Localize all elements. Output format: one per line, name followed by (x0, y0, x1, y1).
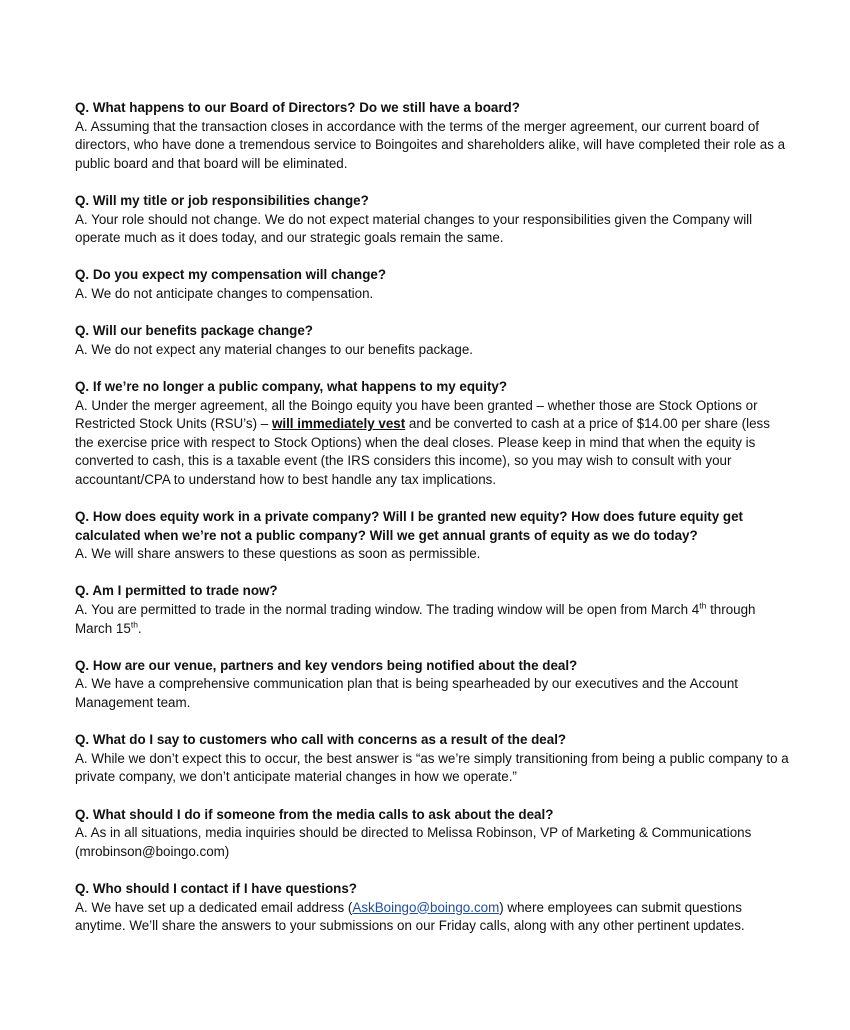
faq-question: Q. What should I do if someone from the media calls to ask about the deal? (75, 806, 554, 822)
faq-answer: A. Assuming that the transaction closes in accordance with the terms of the merger agreement, our current board of directors, who have done a tremendous service to Boingoites and shareholders alike, will have completed their role as a public board and that board will be eliminated. (75, 118, 786, 171)
faq-item-media (75, 806, 790, 862)
ordinal-suffix: th (699, 600, 707, 611)
faq-answer: A. We will share answers to these questions as soon as permissible. (75, 546, 481, 562)
faq-item-compensation (75, 266, 790, 303)
faq-question: Q. What happens to our Board of Directors? Do we still have a board? (75, 100, 520, 115)
answer-text: A. You are permitted to trade in the normal trading window. The trading window will be open from March 4 (75, 602, 700, 618)
faq-answer: A. While we don’t expect this to occur, the best answer is “as we’re simply transitioning from being a public company to a private company, we don’t anticipate material changes in how we operate.” (75, 750, 789, 785)
answer-text: A. Under the merger agreement, all the Boingo equity you have been granted – whether those are Stock Options or Restricted Stock Units (RSU’s) – (75, 397, 758, 432)
faq-question: Q. Who should I contact if I have questions? (75, 880, 357, 896)
faq-question: Q. Will my title or job responsibilities change? (75, 192, 369, 208)
faq-item-board (75, 99, 790, 173)
faq-answer: A. As in all situations, media inquiries should be directed to Melissa Robinson, VP of Marketing & Communications (mrobinson@boingo.com) (75, 825, 752, 859)
faq-question: Q. Am I permitted to trade now? (75, 583, 278, 599)
faq-question: Q. Do you expect my compensation will change? (75, 267, 387, 283)
faq-answer: A. We do not anticipate changes to compensation. (75, 285, 374, 301)
faq-answer (75, 899, 790, 936)
email-link[interactable]: AskBoingo@boingo.com (352, 899, 500, 915)
faq-question: Q. If we’re no longer a public company, what happens to my equity? (75, 378, 508, 394)
faq-item-trade (75, 582, 790, 638)
faq-item-customers (75, 731, 790, 787)
answer-text: A. We have set up a dedicated email address ( (75, 899, 353, 915)
faq-item-contact (75, 880, 790, 936)
faq-item-private-equity (75, 508, 790, 564)
answer-text: through March 15 (75, 602, 756, 636)
ordinal-suffix: th (130, 619, 138, 630)
faq-answer: A. We have a comprehensive communication plan that is being spearheaded by our executives and the Account Management team. (75, 676, 738, 710)
faq-item-equity (75, 378, 790, 490)
answer-text: . (137, 620, 142, 636)
faq-document (75, 99, 790, 954)
answer-text: and be converted to cash at a price of $14.00 per share (less the exercise price with respect to Stock Options) when the deal closes. Please keep in mind that when the equity is converted to cash, this is a taxable event (the IRS considers this income), so you may wish to consult with your accountant/CPA to understand how to best handle any tax implications. (75, 416, 770, 487)
vest-emphasis: will immediately vest (271, 416, 406, 432)
faq-question: Q. How does equity work in a private company? Will I be granted new equity? How does future equity get calculated when we’re not a public company? Will we get annual grants of equity as we do today? (75, 509, 744, 543)
faq-answer (75, 397, 790, 490)
faq-item-benefits (75, 322, 790, 359)
faq-answer: A. Your role should not change. We do not expect material changes to your responsibilities given the Company will operate much as it does today, and our strategic goals remain the same. (75, 211, 753, 246)
faq-question: Q. How are our venue, partners and key vendors being notified about the deal? (75, 657, 578, 673)
faq-question: Q. What do I say to customers who call with concerns as a result of the deal? (75, 732, 567, 748)
faq-item-venue (75, 657, 790, 713)
faq-answer: A. We do not expect any material changes to our benefits package. (75, 341, 473, 357)
faq-question: Q. Will our benefits package change? (75, 323, 313, 339)
faq-item-title (75, 192, 790, 248)
faq-answer (75, 601, 790, 638)
answer-text: ) where employees can submit questions anytime. We’ll share the answers to your submissions on our Friday calls, along with any other pertinent updates. (75, 899, 745, 934)
